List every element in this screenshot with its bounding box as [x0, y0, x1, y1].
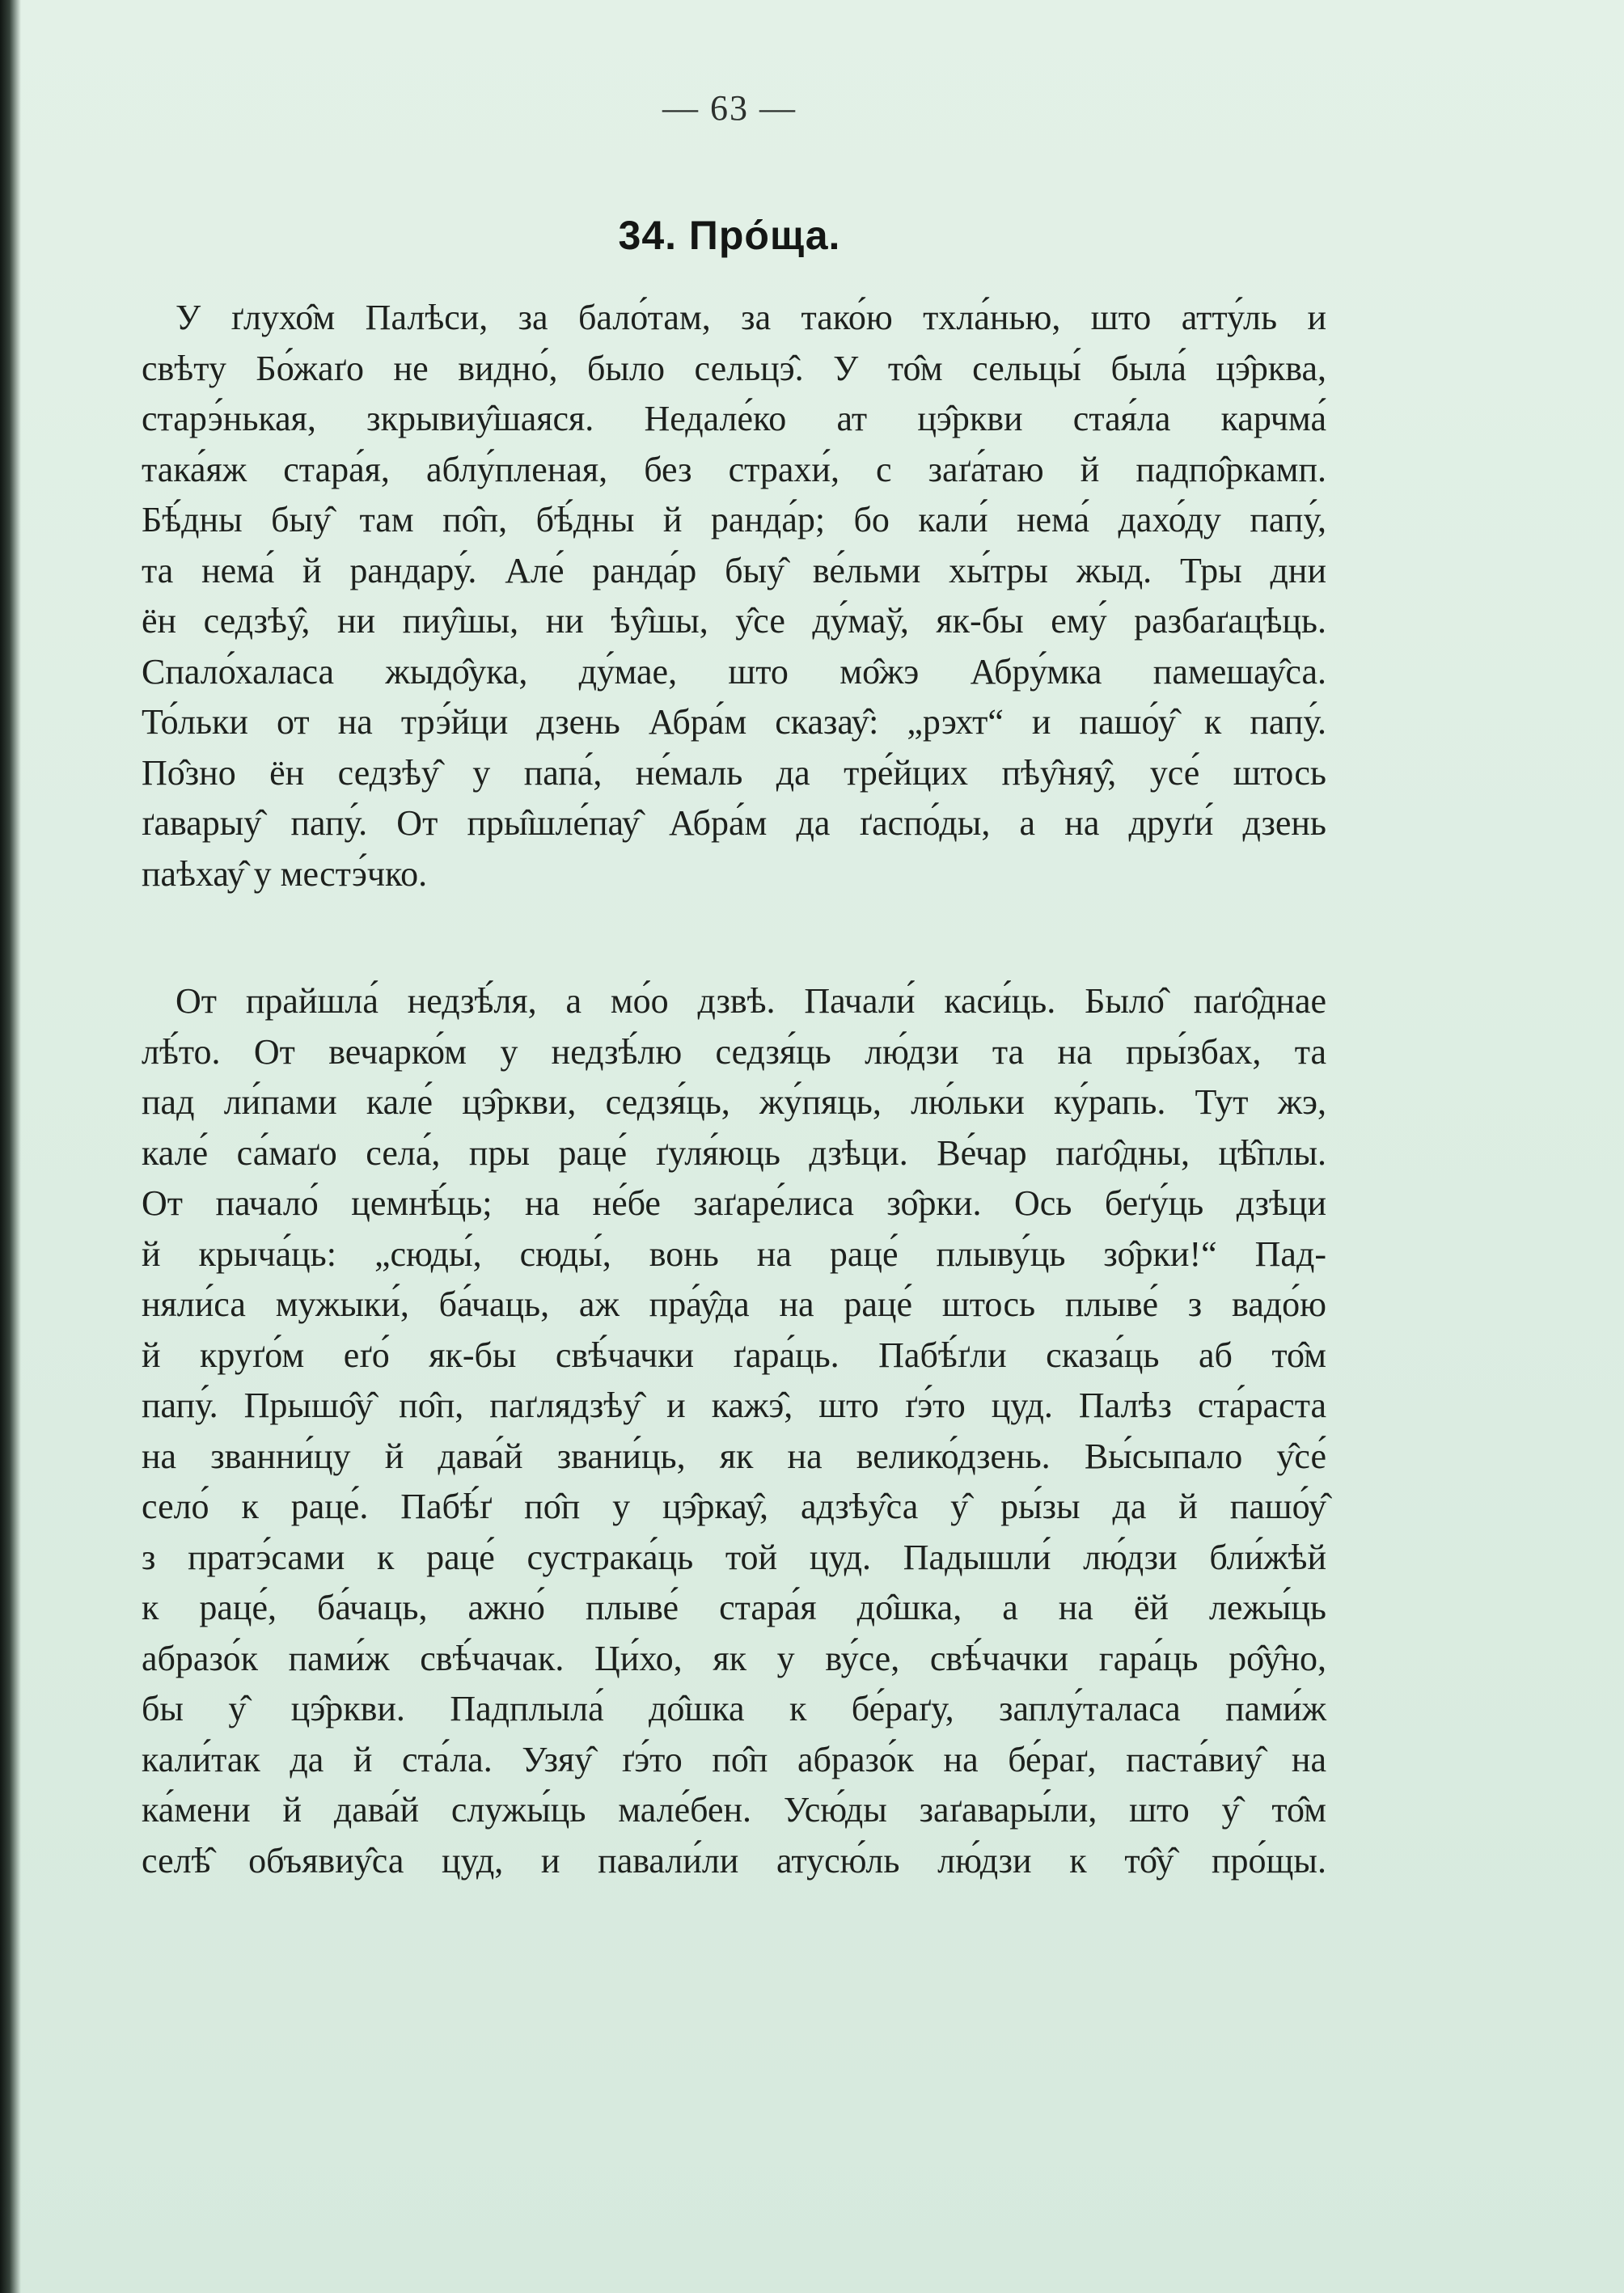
text-line: кале́ са́маґо села́, пры раце́ ґуля́юць дзѣци. Ве́чар паґо̂дны, цѣ̂плы.: [142, 1132, 1326, 1173]
text-line: селѣ̂ объявиу̂са цуд, и павали́ли атусю́ль лю́дзи к то̂у̂ про́щы.: [142, 1840, 1326, 1881]
text-line: ка́мени й дава́й служы́ць мале́бен. Усю́ды заґавары́ли, што у̂ то̂м: [142, 1790, 1326, 1830]
chapter-title: 34. Про́ща.: [618, 213, 841, 258]
text-line: пад ли́пами кале́ цэ̂ркви, седзя́ць, жу́пяць, лю́льки ку́рапь. Тут жэ,: [142, 1082, 1326, 1122]
text-line: село́ к раце́. Пабѣ́ґ по̂п у цэ̂ркау̂, адзѣу̂са у̂ ры́зы да й пашо́у̂: [142, 1487, 1326, 1526]
text-line: бы у̂ цэ̂ркви. Падплыла́ до̂шка к бе́раґу, заплу́таласа пами́ж: [142, 1689, 1326, 1728]
text-line: От прайшла́ недзѣ́ля, а мо́о дзвѣ. Пачали́ каси́ць. Было̂ паґо̂днае: [176, 981, 1326, 1021]
text-line: няли́са мужыки́, ба́чаць, аж пра́у̂да на раце́ штось плыве́ з вадо́ю: [142, 1284, 1326, 1324]
text-line: То́льки от на трэ́йци дзень Абра́м сказау̂: „рэхт“ и пашо́у̂ к папу́.: [142, 702, 1326, 742]
text-line: така́яж стара́я, аблу́пленая, без страхи́, с заґа́таю й падпо̂ркамп.: [142, 449, 1326, 489]
text-line: От пачало́ цемнѣ́ць; на не́бе заґаре́лиса зо̂рки. Ось беґу́ць дзѣци: [142, 1183, 1326, 1223]
text-line: старэ́нькая, зкрывиу̂шаяся. Недале́ко ат цэ̂ркви стая́ла карчма́: [142, 399, 1326, 438]
text-line: абразо́к пами́ж свѣ́чачак. Ци́хо, як у ву́се, свѣ́чачки гара́ць ро̂у̂но,: [142, 1638, 1326, 1678]
text-line: кали́так да й ста́ла. Узяу̂ ґэ́то по̂п абразо́к на бе́раґ, паста́виу̂ на: [142, 1739, 1326, 1779]
text-line: По̂зно ён седзѣу̂ у папа́, не́маль да тре́йцих пѣу̂няу̂, усе́ штось: [142, 752, 1326, 793]
text-line: Спало́халаса жыдо̂ука, ду́мае, што мо̂жэ Абру́мка памешау̂са.: [142, 651, 1326, 692]
text-line: к раце́, ба́чаць, ажно́ плыве́ стара́я до̂шка, а на ёй лежы́ць: [142, 1588, 1326, 1627]
paragraph-2: [142, 976, 1326, 1886]
text-line: з пратэ́сами к раце́ сустрака́ць той цуд. Падышли́ лю́дзи бли́жѣй: [142, 1537, 1326, 1577]
page-number: — 63 —: [662, 88, 797, 128]
text-line: лѣ́то. От вечарко́м у недзѣ́лю седзя́ць лю́дзи та на пры́збах, та: [142, 1031, 1326, 1072]
text-line: й крыча́ць: „сюды́, сюды́, вонь на раце́ плыву́ць зо̂рки!“ Пад-: [142, 1233, 1326, 1274]
text-line: на званни́цу й дава́й звани́ць, як на велико́дзень. Вы́сыпало у̂се́: [142, 1436, 1326, 1476]
text-line: ґаварыу̂ папу́. От пры̂шле́пау̂ Абра́м да ґаспо́ды, а на друґи́ дзень: [142, 803, 1326, 843]
text-line: папу́. Прышо̂у̂ по̂п, паґлядзѣу̂ и кажэ̂, што ґэ́то цуд. Палѣз ста́раста: [142, 1386, 1326, 1425]
page-binding-shadow: [0, 0, 21, 2293]
text-line: та нема́ й рандару́. Але́ ранда́р быу̂ ве́льми хы́тры жыд. Тры дни: [142, 550, 1326, 590]
text-line: ён седзѣу̂, ни пиу̂шы, ни ѣу̂шы, у̂се ду́маў, як-бы ему́ разбаґацѣць.: [142, 601, 1326, 641]
text-line: Бѣ́дны быу̂ там по̂п, бѣ́дны й ранда́р; бо кали́ нема́ дахо́ду папу́,: [142, 500, 1326, 539]
paragraph-1: [142, 293, 1326, 899]
text-line: свѣту Бо́жаґо не видно́, было сельцэ̂. У то̂м сельцы́ была́ цэ̂рква,: [142, 348, 1326, 388]
text-line: У ґлухо̂м Палѣси, за бало́там, за тако́ю тхла́нью, што атту́ль и: [176, 298, 1326, 337]
text-line: й круґо́м еґо́ як-бы свѣ́чачки ґара́ць. Пабѣ́ґли сказа́ць аб то̂м: [142, 1335, 1326, 1375]
text-line: паѣхау̂ у местэ́чко.: [142, 853, 428, 894]
